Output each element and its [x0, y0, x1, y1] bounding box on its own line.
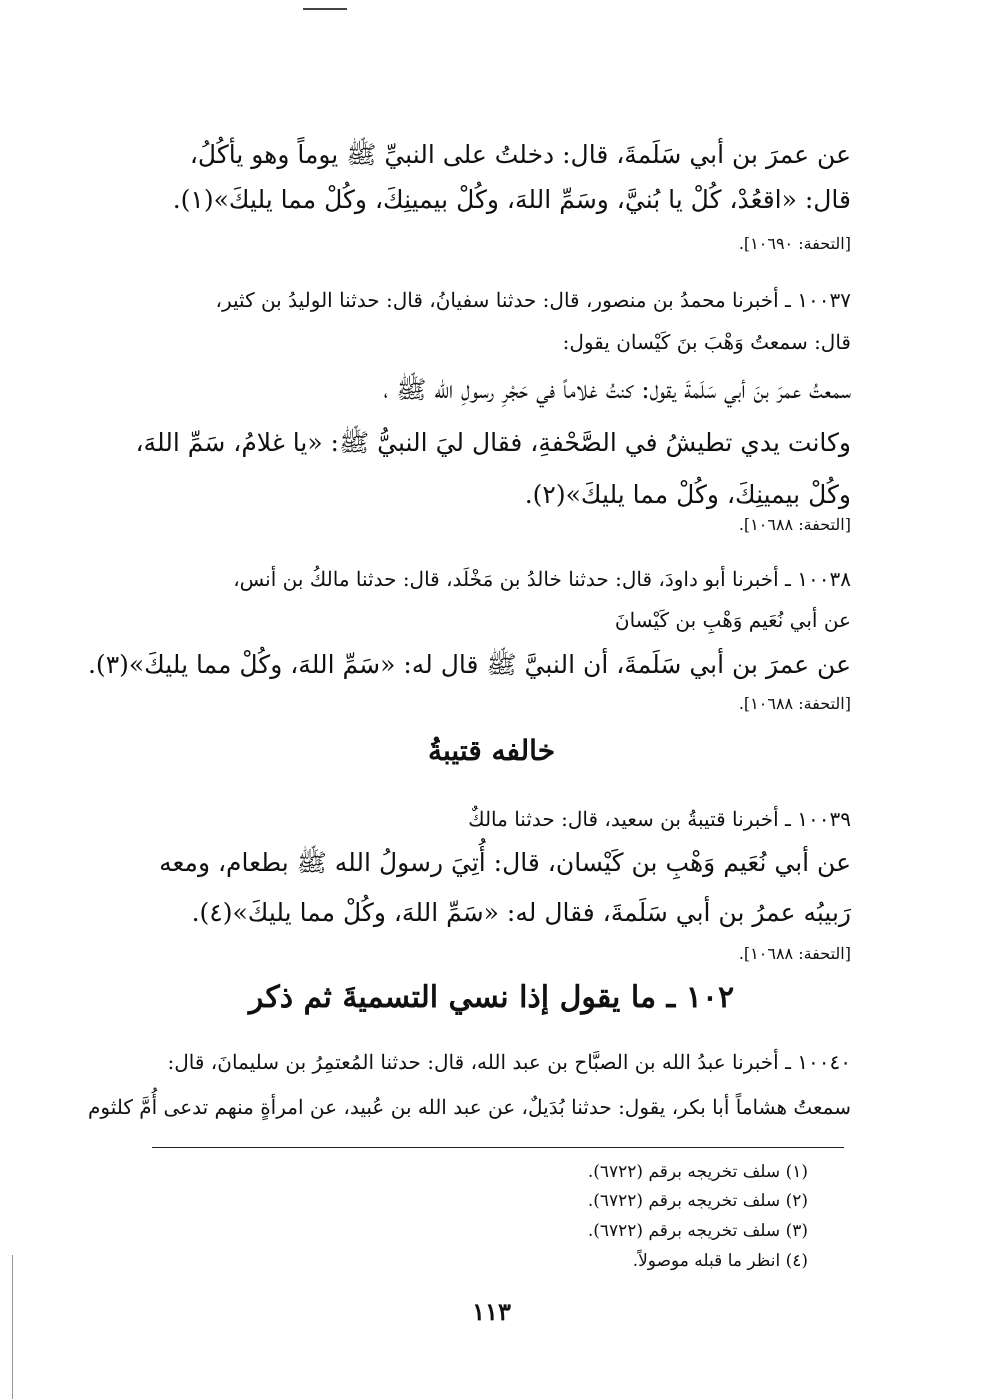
- hadith-text-line: عن عمرَ بن أبي سَلَمةَ، أن النبيَّ ﷺ قال له: «سَمِّ اللهَ، وكُلْ مما يليكَ»(٣).: [87, 650, 851, 679]
- isnad-line: ١٠٠٤٠ ـ أخبرنا عبدُ الله بن الصبَّاح بن عبد الله، قال: حدثنا المُعتمِرُ بن سليمانَ، قال:: [167, 1050, 851, 1074]
- isnad-line: ١٠٠٣٨ ـ أخبرنا أبو داودَ، قال: حدثنا خالدُ بن مَخْلَد، قال: حدثنا مالكُ بن أنس،: [233, 567, 851, 591]
- isnad-line: عن أبي نُعَيم وَهْبِ بن كَيْسانَ: [614, 608, 851, 632]
- scan-edge-line: [12, 1255, 13, 1399]
- hadith-text-line: قال: «اقعُدْ، كُلْ يا بُنيَّ، وسَمِّ اللهَ، وكُلْ بيمينِكَ، وكُلْ مما يليكَ»(١).: [172, 185, 851, 214]
- tuhfa-reference: [التحفة: ١٠٦٨٨].: [738, 515, 851, 534]
- hadith-text-line: سمعتُ عمرَ بنَ أبي سَلَمةَ يقول: كنتُ غلاماً في حَجْرِ رسولِ الله ﷺ ،: [383, 375, 851, 404]
- page-number: ١١٣: [472, 1297, 511, 1326]
- section-heading: خالفه قتيبةُ: [427, 734, 556, 767]
- isnad-line: ١٠٠٣٩ ـ أخبرنا قتيبةُ بن سعيد، قال: حدثنا مالكٌ: [468, 807, 851, 831]
- footnote: (١) سلف تخريجه برقم (٦٧٢٢).: [587, 1162, 808, 1182]
- hadith-text-line: عن عمرَ بن أبي سَلَمةَ، قال: دخلتُ على النبيِّ ﷺ يوماً وهو يأكُلُ،: [189, 140, 851, 169]
- footnote: (٢) سلف تخريجه برقم (٦٧٢٢).: [587, 1191, 808, 1211]
- footnote: (٤) انظر ما قبله موصولاً.: [632, 1251, 808, 1271]
- footnote-separator: [152, 1147, 844, 1148]
- isnad-line: قال: سمعتُ وَهْبَ بنَ كَيْسان يقول:: [562, 330, 851, 354]
- top-rule: [303, 8, 347, 10]
- isnad-line: سمعتُ هشاماً أبا بكر، يقول: حدثنا بُدَيلٌ، عن عبد الله بن عُبيد، عن امرأةٍ منهم تدعى أُمَّ كلثوم: [87, 1095, 851, 1119]
- tuhfa-reference: [التحفة: ١٠٦٩٠].: [738, 234, 851, 253]
- isnad-line: ١٠٠٣٧ ـ أخبرنا محمدُ بن منصور، قال: حدثنا سفيانُ، قال: حدثنا الوليدُ بن كثير،: [215, 288, 851, 312]
- hadith-text-line: عن أبي نُعَيم وَهْبِ بن كَيْسان، قال: أُتِيَ رسولُ الله ﷺ بطعام، ومعه: [159, 848, 851, 877]
- hadith-text-line: وكُلْ بيمينِكَ، وكُلْ مما يليكَ»(٢).: [524, 480, 851, 509]
- hadith-text-line: رَبيبُه عمرُ بن أبي سَلَمةَ، فقال له: «سَمِّ اللهَ، وكُلْ مما يليكَ»(٤).: [191, 898, 851, 927]
- tuhfa-reference: [التحفة: ١٠٦٨٨].: [738, 944, 851, 963]
- hadith-text-line: وكانت يدي تطيشُ في الصَّحْفةِ، فقال ليَ النبيُّ ﷺ: «يا غلامُ، سَمِّ اللهَ،: [135, 428, 851, 457]
- chapter-heading: ١٠٢ ـ ما يقول إذا نسي التسميةَ ثم ذكر: [248, 980, 735, 1015]
- tuhfa-reference: [التحفة: ١٠٦٨٨].: [738, 694, 851, 713]
- footnote: (٣) سلف تخريجه برقم (٦٧٢٢).: [587, 1221, 808, 1241]
